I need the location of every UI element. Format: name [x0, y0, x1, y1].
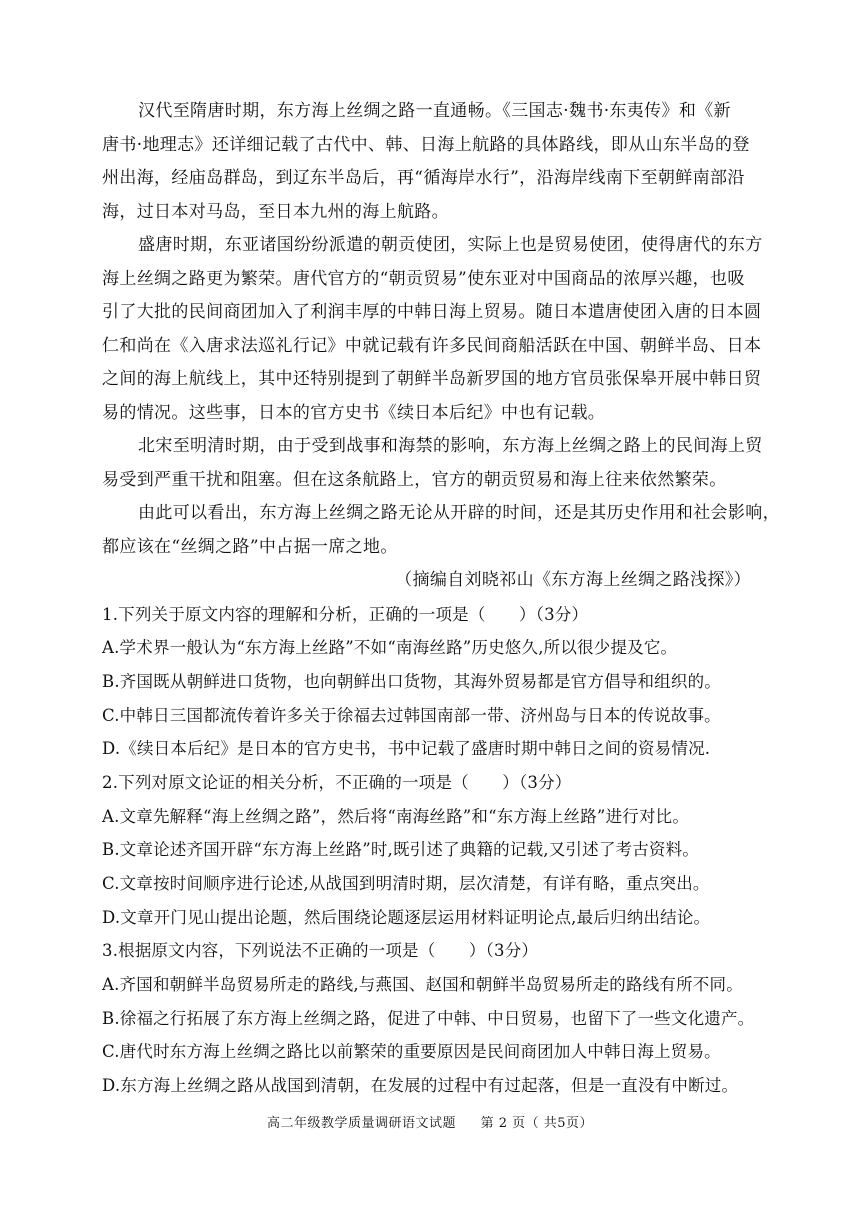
document-body [102, 95, 780, 1103]
passage-line: 盛唐时期，东亚诸国纷纷派遣的朝贡使团，实际上也是贸易使团，使得唐代的东方 [138, 235, 763, 255]
passage-line: 都应该在“丝绸之路”中占据一席之地。 [102, 536, 398, 557]
question-list [102, 598, 757, 1103]
passage-line: 之间的海上航线上，其中还特别提到了朝鲜半岛新罗国的地方官员张保皋开展中韩日贸 [102, 369, 762, 389]
answer-option: D.东方海上丝绸之路从战国到清朝，在发展的过程中有过起落，但是一直没有中断过。 [102, 1076, 739, 1096]
passage [102, 95, 780, 564]
answer-option: B.徐福之行拓展了东方海上丝绸之路，促进了中韩、中日贸易，也留下了一些文化遗产。 [102, 1008, 755, 1028]
passage-line: 易受到严重干扰和阻塞。但在这条航路上，官方的朝贡贸易和海上往来依然繁荣。 [102, 469, 727, 490]
answer-option: C.文章按时间顺序进行论述,从战国到明清时期，层次清楚，有详有略，重点突出。 [102, 874, 710, 893]
passage-line: 引了大批的民间商团加入了利润丰厚的中韩日海上贸易。随日本遣唐使团入唐的日本圆 [102, 302, 762, 322]
question-stem: 1.下列关于原文内容的理解和分析，正确的一项是（ ）（3分） [102, 604, 589, 624]
exam-title: 高二年级教学质量调研语文试题 [266, 1116, 456, 1131]
answer-option: B.齐国既从朝鲜进口货物，也向朝鲜出口货物，其海外贸易都是官方倡导和组织的。 [102, 671, 721, 691]
answer-option: C.中韩日三国都流传着许多关于徐福去过韩国南部一带、济州岛与日本的传说故事。 [102, 705, 721, 725]
passage-line: 北宋至明清时期，由于受到战事和海禁的影响，东方海上丝绸之路上的民间海上贸 [138, 436, 763, 456]
page-footer [0, 1112, 860, 1131]
source-citation: （摘编自刘晓祁山《东方海上丝绸之路浅探》） [395, 570, 751, 590]
passage-line: 仁和尚在《入唐求法巡礼行记》中就记载有许多民间商船活跃在中国、朝鲜半岛、日本 [102, 335, 762, 356]
passage-line: 海，过日本对马岛，至日本九州的海上航路。 [102, 201, 449, 222]
passage-line: 由此可以看出，东方海上丝绸之路无论从开辟的时间，还是其历史作用和社会影响， [138, 503, 780, 523]
passage-line: 汉代至隋唐时期，东方海上丝绸之路一直通畅。《三国志·魏书·东夷传》和《新 [138, 101, 731, 121]
passage-line: 海上丝绸之路更为繁荣。唐代官方的“朝贡贸易”使东亚对中国商品的浓厚兴趣，也吸 [102, 268, 745, 289]
question-stem: 2.下列对原文论证的相关分析，不正确的一项是（ ）（3分） [102, 772, 572, 792]
passage-line: 易的情况。这些事，日本的官方史书《续日本后纪》中也有记载。 [102, 402, 606, 423]
passage-line: 唐书·地理志》还详细记载了古代中、韩、日海上航路的具体路线，即从山东半岛的登 [102, 134, 750, 155]
answer-option: A.文章先解释“海上丝绸之路”，然后将“南海丝路”和“东方海上丝路”进行对比。 [102, 806, 690, 826]
answer-option: B.文章论述齐国开辟“东方海上丝路”时,既引述了典籍的记载,又引述了考古资料。 [102, 840, 700, 860]
answer-option: A.学术界一般认为“东方海上丝路”不如“南海丝路”历史悠久,所以很少提及它。 [102, 638, 678, 658]
passage-line: 州出海，经庙岛群岛，到辽东半岛后，再“循海岸水行”，沿海岸线南下至朝鲜南部沿 [102, 168, 745, 188]
answer-option: C.唐代时东方海上丝绸之路比以前繁荣的重要原因是民间商团加人中韩日海上贸易。 [102, 1042, 721, 1062]
answer-option: D.《续日本后纪》是日本的官方史书，书中记载了盛唐时期中韩日之间的资易情况. [102, 739, 711, 759]
answer-option: D.文章开门见山提出论题，然后围绕论题逐层运用材料证明论点,最后归纳出结论。 [102, 907, 711, 927]
answer-option: A.齐国和朝鲜半岛贸易所走的路线,与燕国、赵国和朝鲜半岛贸易所走的路线有所不同。 [102, 975, 743, 995]
page-number: 第 2 页（ 共5页） [480, 1116, 594, 1131]
question-stem: 3.根据原文内容，下列说法不正确的一项是（ ）（3分） [102, 941, 539, 961]
